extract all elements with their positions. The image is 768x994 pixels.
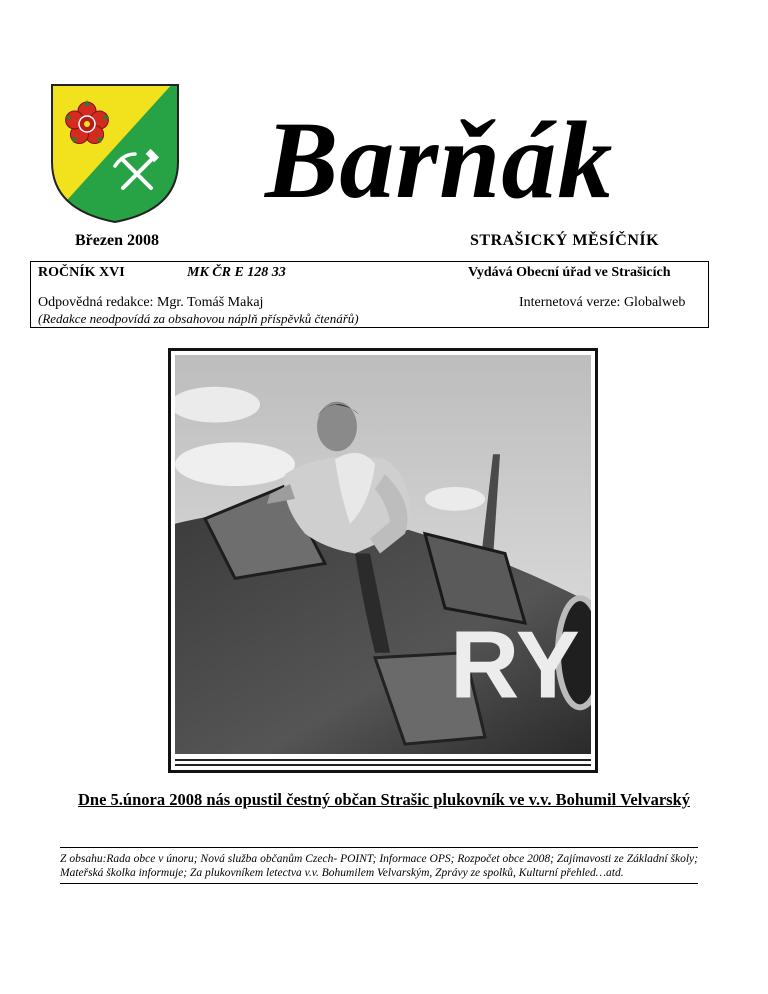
- disclaimer-text: (Redakce neodpovídá za obsahovou náplň příspěvků čtenářů): [38, 311, 359, 326]
- table-of-contents: Z obsahu:Rada obce v únoru; Nová služba občanům Czech- POINT; Informace OPS; Rozpočet obce 2008; Zajímavosti ze Základní školy; Mateřská školka informuje; Za plukovníkem letectva v.v. Bohumilem Velvarským, Zprávy ze spolků, Kulturní přehled…atd.: [60, 847, 698, 884]
- aircraft-lettering: RY: [450, 611, 580, 719]
- newsletter-title: Barňák: [265, 99, 614, 221]
- web-version-label: Internetová verze: Globalweb: [519, 295, 686, 310]
- registration-number: MK ČR E 128 33: [187, 265, 286, 280]
- editor-label: Odpovědná redakce: Mgr. Tomáš Makaj: [38, 295, 264, 310]
- pilot-photo: [168, 348, 598, 773]
- photo-image: [175, 355, 591, 754]
- volume-label: ROČNÍK XVI: [38, 265, 125, 280]
- newsletter-subtitle: STRAŠICKÝ MĚSÍČNÍK: [470, 232, 660, 249]
- publication-info-box: [30, 261, 709, 328]
- obituary-headline: Dne 5.února 2008 nás opustil čestný občan Strašic plukovník ve v.v. Bohumil Velvarský: [78, 790, 690, 809]
- issue-date: Březen 2008: [75, 232, 159, 249]
- coat-of-arms-logo: [49, 82, 181, 224]
- publisher-label: Vydává Obecní úřad ve Strašicích: [468, 265, 671, 280]
